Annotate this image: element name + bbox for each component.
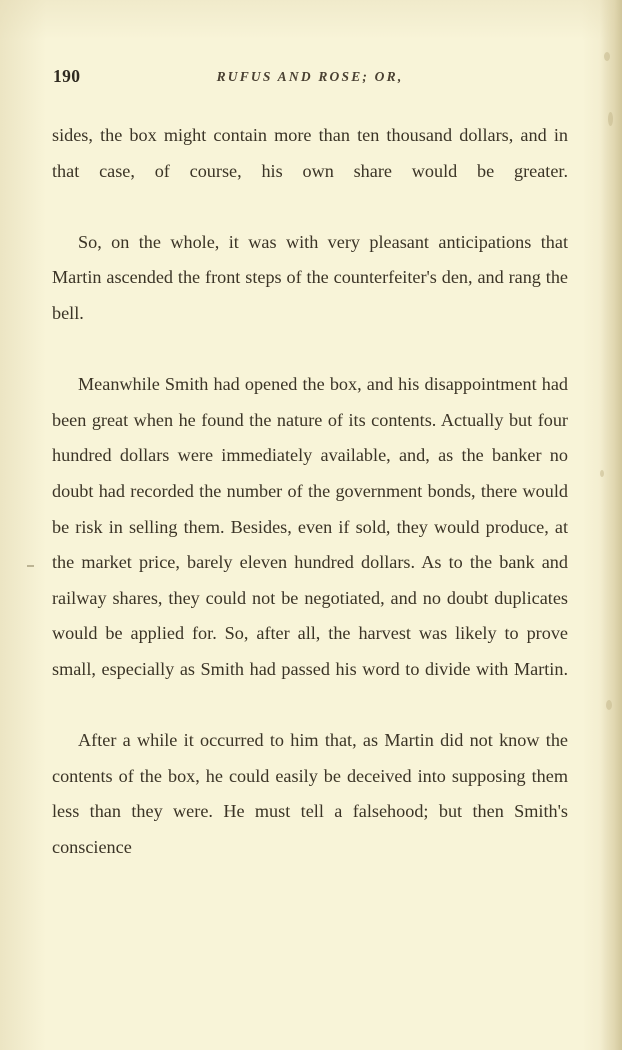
- paragraph: After a while it occurred to him that, as Martin did not know the contents of the box, he could easily be deceived into supposing them less than they were. He must tell a falsehood; but then Smith's conscience: [52, 730, 568, 857]
- paragraph: So, on the whole, it was with very pleasant anticipations that Martin ascended the front steps of the counterfeiter's den, and rang the bell.: [52, 231, 568, 323]
- margin-mark: [27, 565, 34, 567]
- page-speck: [604, 52, 610, 61]
- page-speck: [608, 112, 613, 126]
- running-head: [52, 66, 568, 88]
- page-number: 190: [53, 66, 81, 86]
- paragraph: sides, the box might contain more than ten thousand dollars, and in that case, of course, his own share would be greater.: [52, 125, 568, 181]
- page-edge-shading: [600, 0, 622, 1050]
- book-running-title: RUFUS AND ROSE; OR,: [216, 69, 404, 84]
- page-speck: [606, 700, 612, 710]
- body-text: [52, 118, 568, 901]
- paragraph: Meanwhile Smith had opened the box, and his disappointment had been great when he found the nature of its contents. Actually but four hundred dollars were immediately available, and, as the banker no doubt had recorded the number of the government bonds, there would be risk in selling them. Besides, even if sold, they would produce, at the market price, barely eleven hundred dollars. As to the bank and railway shares, they could not be negotiated, and no doubt duplicates would be applied for. So, after all, the harvest was likely to prove small, especially as Smith had passed his word to divide with Martin.: [52, 374, 568, 679]
- page-speck: [600, 470, 604, 477]
- page-content: [52, 0, 568, 1050]
